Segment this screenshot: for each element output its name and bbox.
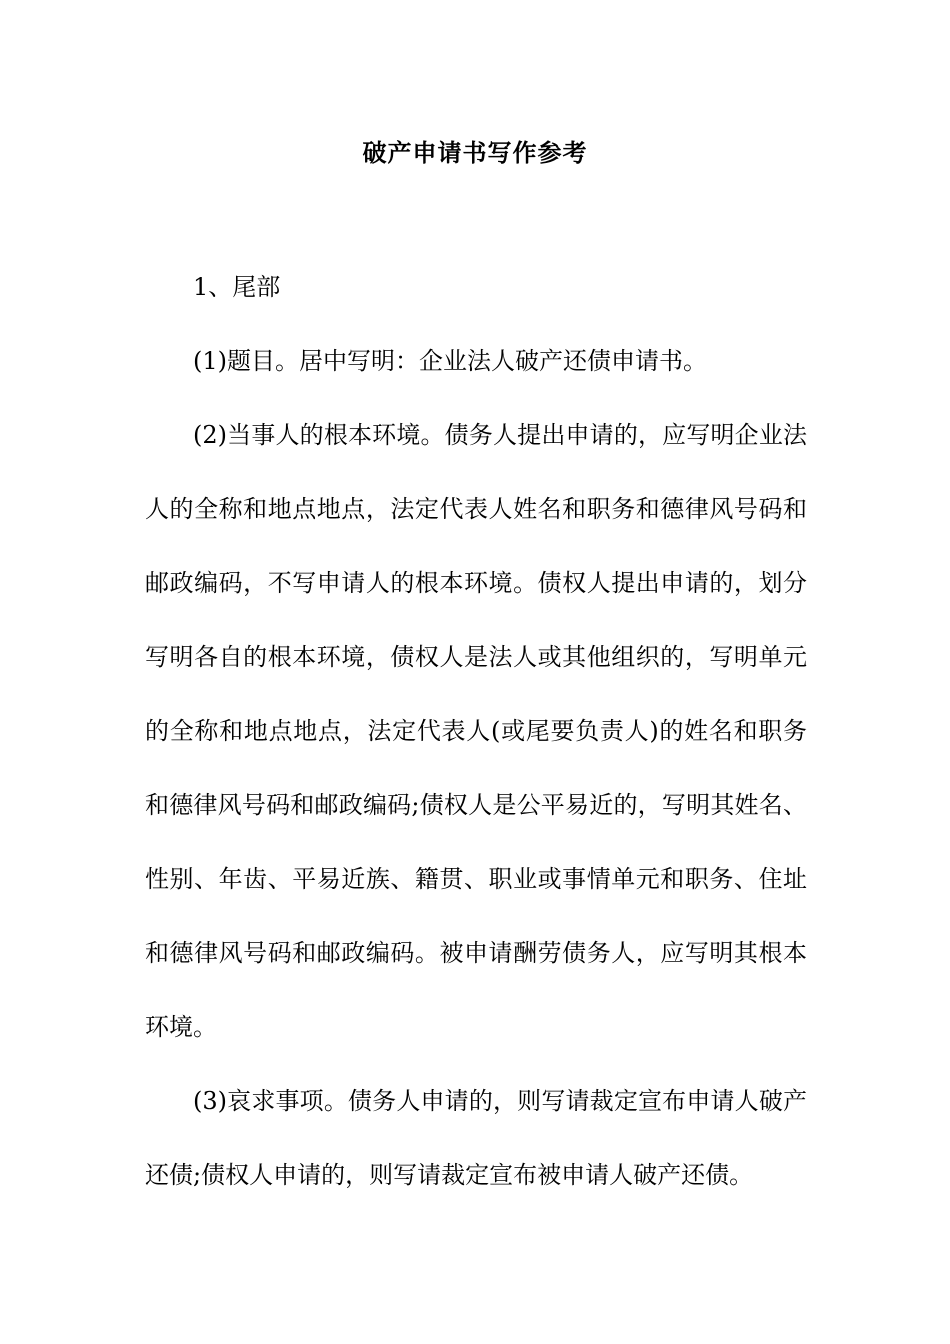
paragraph-parties-item: (2)当事人的根本环境。债务人提出申请的，应写明企业法人的全称和地点地点，法定代表人姓名和职务和德律风号码和邮政编码，不写申请人的根本环境。债权人提出申请的，划分写明各自的根本环境，债权人是法人或其他组织的，写明单元的全称和地点地点，法定代表人(或尾要负责人)的姓名和职务和德律风号码和邮政编码;债权人是公平易近的，写明其姓名、性别、年齿、平易近族、籍贯、职业或事情单元和职务、住址和德律风号码和邮政编码。被申请酬劳债务人，应写明其根本环境。 bbox=[145, 421, 807, 1041]
document-body bbox=[145, 250, 807, 1212]
document-title: 破产申请书写作参考 bbox=[362, 138, 588, 167]
paragraph-request-item: (3)哀求事项。债务人申请的，则写请裁定宣布申请人破产还债;债权人申请的，则写请裁定宣布被申请人破产还债。 bbox=[145, 1087, 807, 1189]
paragraph-section-heading: 1、尾部 bbox=[193, 273, 281, 301]
paragraph-title-item: (1)题目。居中写明：企业法人破产还债申请书。 bbox=[193, 347, 707, 375]
